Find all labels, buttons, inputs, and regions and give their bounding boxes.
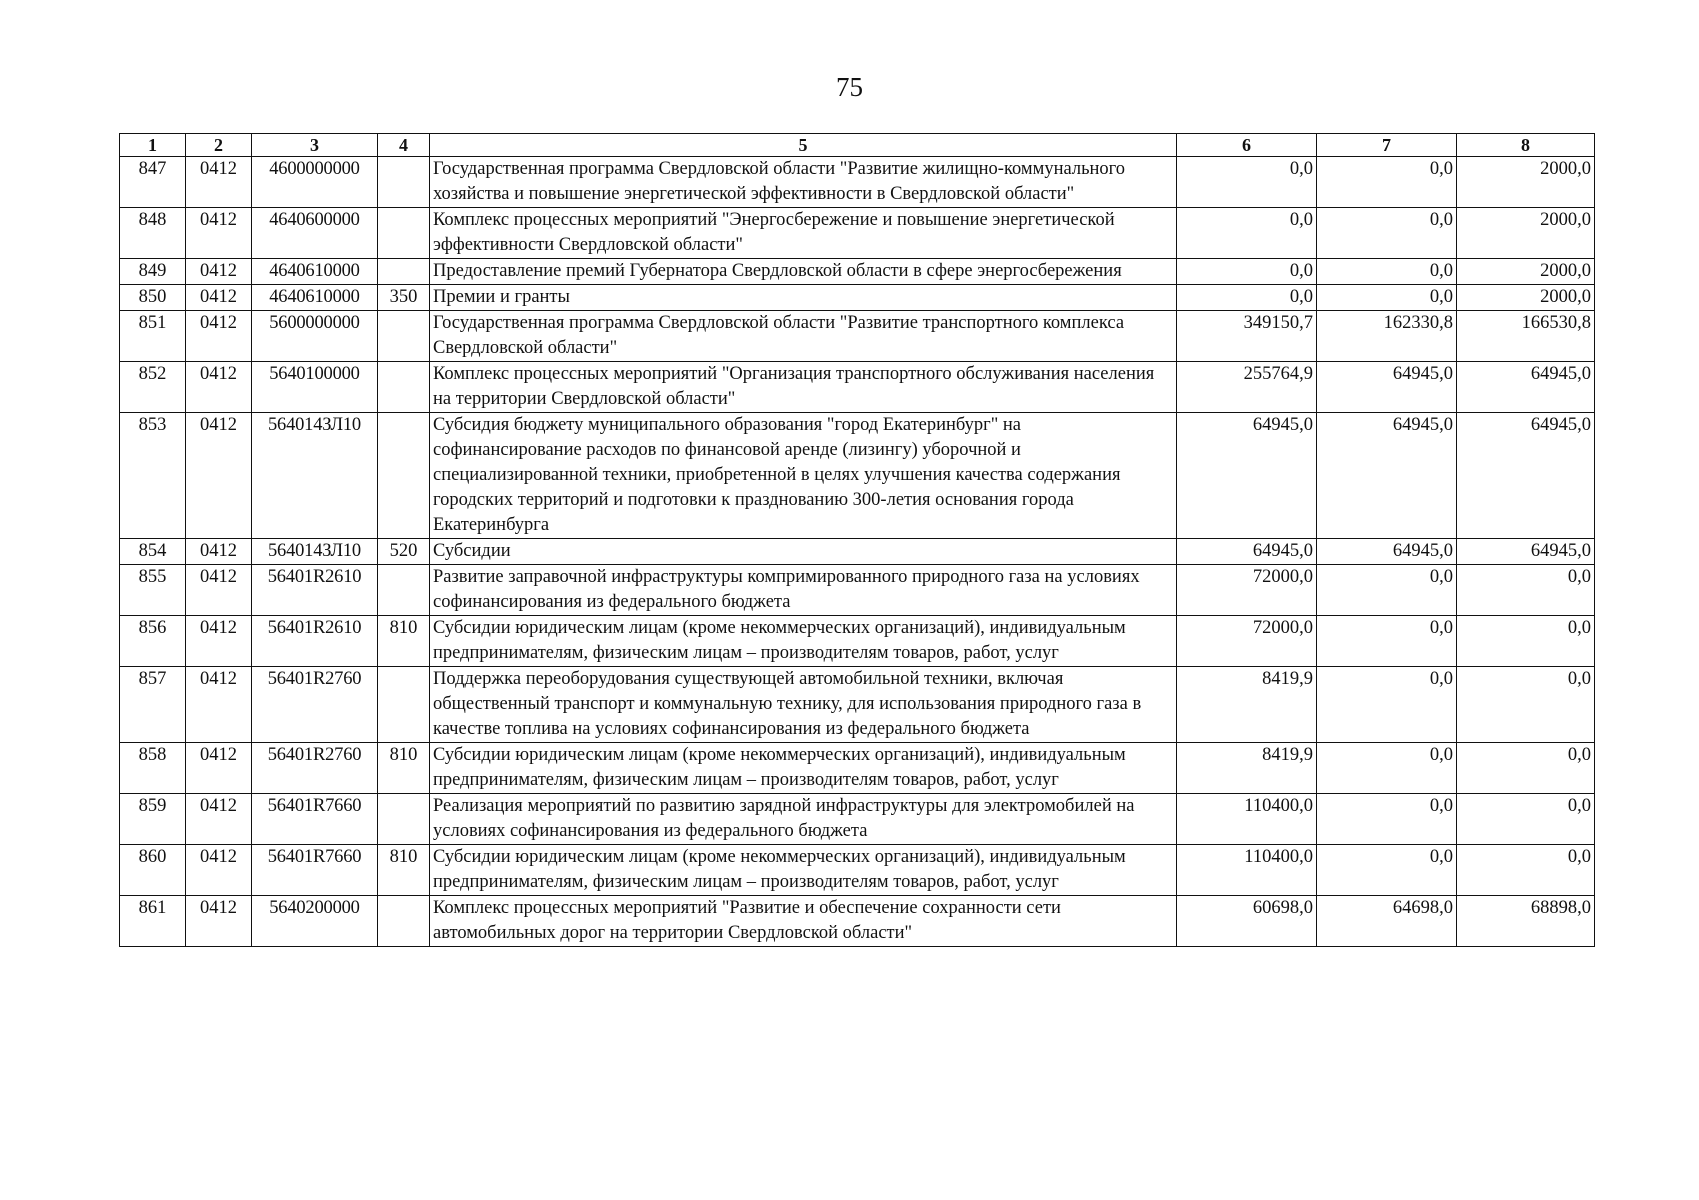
description-cell: Субсидии юридическим лицам (кроме некоммерческих организаций), индивидуальным предпринимателям, физическим лицам – производителям товаров, работ, услуг (430, 743, 1177, 794)
section-code-cell: 0412 (186, 413, 252, 539)
section-code-cell: 0412 (186, 208, 252, 259)
header-cell: 6 (1177, 134, 1317, 157)
target-article-cell: 56401R7660 (252, 845, 378, 896)
amount-year2-cell: 0,0 (1317, 565, 1457, 616)
amount-year2-cell: 64698,0 (1317, 896, 1457, 947)
expense-type-cell (378, 413, 430, 539)
amount-year3-cell: 68898,0 (1457, 896, 1595, 947)
row-number-cell: 855 (120, 565, 186, 616)
amount-year3-cell: 0,0 (1457, 845, 1595, 896)
amount-year3-cell: 2000,0 (1457, 259, 1595, 285)
row-number-cell: 857 (120, 667, 186, 743)
amount-year3-cell: 64945,0 (1457, 539, 1595, 565)
expense-type-cell: 810 (378, 743, 430, 794)
amount-year2-cell: 0,0 (1317, 794, 1457, 845)
amount-year2-cell: 0,0 (1317, 616, 1457, 667)
description-cell: Премии и гранты (430, 285, 1177, 311)
description-cell: Субсидия бюджету муниципального образования "город Екатеринбург" на софинансирование расходов по финансовой аренде (лизингу) уборочной и специализированной техники, приобретенной в целях улучшения качества содержания городских территорий и подготовки к празднованию 300-летия основания города Екатеринбурга (430, 413, 1177, 539)
target-article-cell: 564014ЗЛ10 (252, 539, 378, 565)
table-row (120, 413, 1595, 539)
expense-type-cell (378, 896, 430, 947)
amount-year3-cell: 0,0 (1457, 794, 1595, 845)
amount-year3-cell: 2000,0 (1457, 157, 1595, 208)
section-code-cell: 0412 (186, 259, 252, 285)
amount-year1-cell: 72000,0 (1177, 565, 1317, 616)
table-row (120, 539, 1595, 565)
target-article-cell: 5640100000 (252, 362, 378, 413)
table-row (120, 362, 1595, 413)
row-number-cell: 849 (120, 259, 186, 285)
row-number-cell: 847 (120, 157, 186, 208)
target-article-cell: 5640200000 (252, 896, 378, 947)
table-row (120, 285, 1595, 311)
section-code-cell: 0412 (186, 743, 252, 794)
row-number-cell: 854 (120, 539, 186, 565)
header-row (120, 134, 1595, 157)
header-cell: 8 (1457, 134, 1595, 157)
table-row (120, 896, 1595, 947)
description-cell: Комплекс процессных мероприятий "Развитие и обеспечение сохранности сети автомобильных дорог на территории Свердловской области" (430, 896, 1177, 947)
description-cell: Субсидии (430, 539, 1177, 565)
amount-year1-cell: 64945,0 (1177, 413, 1317, 539)
amount-year1-cell: 0,0 (1177, 259, 1317, 285)
page-number: 75 (836, 72, 863, 102)
amount-year1-cell: 72000,0 (1177, 616, 1317, 667)
expense-type-cell (378, 565, 430, 616)
amount-year1-cell: 349150,7 (1177, 311, 1317, 362)
table-row (120, 743, 1595, 794)
table-row (120, 667, 1595, 743)
expense-type-cell: 350 (378, 285, 430, 311)
target-article-cell: 56401R7660 (252, 794, 378, 845)
section-code-cell: 0412 (186, 539, 252, 565)
row-number-cell: 859 (120, 794, 186, 845)
target-article-cell: 5600000000 (252, 311, 378, 362)
description-cell: Поддержка переоборудования существующей автомобильной техники, включая общественный транспорт и коммунальную технику, для использования природного газа в качестве топлива на условиях софинансирования из федерального бюджета (430, 667, 1177, 743)
budget-table (119, 133, 1595, 947)
amount-year3-cell: 2000,0 (1457, 285, 1595, 311)
table-row (120, 208, 1595, 259)
amount-year2-cell: 64945,0 (1317, 539, 1457, 565)
target-article-cell: 4640600000 (252, 208, 378, 259)
table-row (120, 157, 1595, 208)
amount-year2-cell: 64945,0 (1317, 413, 1457, 539)
expense-type-cell (378, 157, 430, 208)
row-number-cell: 853 (120, 413, 186, 539)
amount-year1-cell: 0,0 (1177, 208, 1317, 259)
amount-year2-cell: 0,0 (1317, 285, 1457, 311)
amount-year3-cell: 2000,0 (1457, 208, 1595, 259)
description-cell: Государственная программа Свердловской области "Развитие жилищно-коммунального хозяйства и повышение энергетической эффективности в Свердловской области" (430, 157, 1177, 208)
target-article-cell: 56401R2760 (252, 743, 378, 794)
amount-year2-cell: 64945,0 (1317, 362, 1457, 413)
row-number-cell: 858 (120, 743, 186, 794)
section-code-cell: 0412 (186, 794, 252, 845)
row-number-cell: 851 (120, 311, 186, 362)
amount-year1-cell: 64945,0 (1177, 539, 1317, 565)
amount-year1-cell: 60698,0 (1177, 896, 1317, 947)
table-row (120, 845, 1595, 896)
description-cell: Развитие заправочной инфраструктуры компримированного природного газа на условиях софинансирования из федерального бюджета (430, 565, 1177, 616)
amount-year3-cell: 0,0 (1457, 565, 1595, 616)
description-cell: Комплекс процессных мероприятий "Организация транспортного обслуживания населения на территории Свердловской области" (430, 362, 1177, 413)
section-code-cell: 0412 (186, 667, 252, 743)
section-code-cell: 0412 (186, 362, 252, 413)
row-number-cell: 850 (120, 285, 186, 311)
expense-type-cell: 810 (378, 845, 430, 896)
expense-type-cell: 810 (378, 616, 430, 667)
target-article-cell: 56401R2610 (252, 616, 378, 667)
header-cell: 3 (252, 134, 378, 157)
table-row (120, 565, 1595, 616)
amount-year1-cell: 0,0 (1177, 157, 1317, 208)
expense-type-cell (378, 362, 430, 413)
section-code-cell: 0412 (186, 311, 252, 362)
expense-type-cell (378, 311, 430, 362)
amount-year1-cell: 110400,0 (1177, 794, 1317, 845)
target-article-cell: 56401R2760 (252, 667, 378, 743)
amount-year3-cell: 0,0 (1457, 616, 1595, 667)
amount-year3-cell: 0,0 (1457, 743, 1595, 794)
description-cell: Субсидии юридическим лицам (кроме некоммерческих организаций), индивидуальным предпринимателям, физическим лицам – производителям товаров, работ, услуг (430, 845, 1177, 896)
row-number-cell: 848 (120, 208, 186, 259)
row-number-cell: 861 (120, 896, 186, 947)
expense-type-cell (378, 259, 430, 285)
description-cell: Реализация мероприятий по развитию зарядной инфраструктуры для электромобилей на условиях софинансирования из федерального бюджета (430, 794, 1177, 845)
amount-year1-cell: 8419,9 (1177, 743, 1317, 794)
amount-year2-cell: 162330,8 (1317, 311, 1457, 362)
table-row (120, 794, 1595, 845)
header-cell: 2 (186, 134, 252, 157)
section-code-cell: 0412 (186, 157, 252, 208)
expense-type-cell (378, 208, 430, 259)
section-code-cell: 0412 (186, 565, 252, 616)
amount-year3-cell: 64945,0 (1457, 413, 1595, 539)
amount-year1-cell: 0,0 (1177, 285, 1317, 311)
row-number-cell: 852 (120, 362, 186, 413)
header-cell: 1 (120, 134, 186, 157)
target-article-cell: 4640610000 (252, 285, 378, 311)
target-article-cell: 564014ЗЛ10 (252, 413, 378, 539)
description-cell: Комплекс процессных мероприятий "Энергосбережение и повышение энергетической эффективности Свердловской области" (430, 208, 1177, 259)
expense-type-cell: 520 (378, 539, 430, 565)
table-row (120, 259, 1595, 285)
amount-year2-cell: 0,0 (1317, 208, 1457, 259)
amount-year2-cell: 0,0 (1317, 845, 1457, 896)
section-code-cell: 0412 (186, 616, 252, 667)
table-row (120, 311, 1595, 362)
target-article-cell: 56401R2610 (252, 565, 378, 616)
section-code-cell: 0412 (186, 285, 252, 311)
amount-year3-cell: 166530,8 (1457, 311, 1595, 362)
header-cell: 4 (378, 134, 430, 157)
amount-year3-cell: 0,0 (1457, 667, 1595, 743)
amount-year1-cell: 110400,0 (1177, 845, 1317, 896)
amount-year2-cell: 0,0 (1317, 667, 1457, 743)
description-cell: Субсидии юридическим лицам (кроме некоммерческих организаций), индивидуальным предпринимателям, физическим лицам – производителям товаров, работ, услуг (430, 616, 1177, 667)
amount-year1-cell: 255764,9 (1177, 362, 1317, 413)
description-cell: Предоставление премий Губернатора Свердловской области в сфере энергосбережения (430, 259, 1177, 285)
amount-year2-cell: 0,0 (1317, 743, 1457, 794)
expense-type-cell (378, 667, 430, 743)
table-row (120, 616, 1595, 667)
amount-year2-cell: 0,0 (1317, 259, 1457, 285)
target-article-cell: 4640610000 (252, 259, 378, 285)
row-number-cell: 860 (120, 845, 186, 896)
header-cell: 7 (1317, 134, 1457, 157)
amount-year2-cell: 0,0 (1317, 157, 1457, 208)
target-article-cell: 4600000000 (252, 157, 378, 208)
section-code-cell: 0412 (186, 896, 252, 947)
amount-year1-cell: 8419,9 (1177, 667, 1317, 743)
header-cell: 5 (430, 134, 1177, 157)
description-cell: Государственная программа Свердловской области "Развитие транспортного комплекса Свердловской области" (430, 311, 1177, 362)
section-code-cell: 0412 (186, 845, 252, 896)
row-number-cell: 856 (120, 616, 186, 667)
expense-type-cell (378, 794, 430, 845)
amount-year3-cell: 64945,0 (1457, 362, 1595, 413)
